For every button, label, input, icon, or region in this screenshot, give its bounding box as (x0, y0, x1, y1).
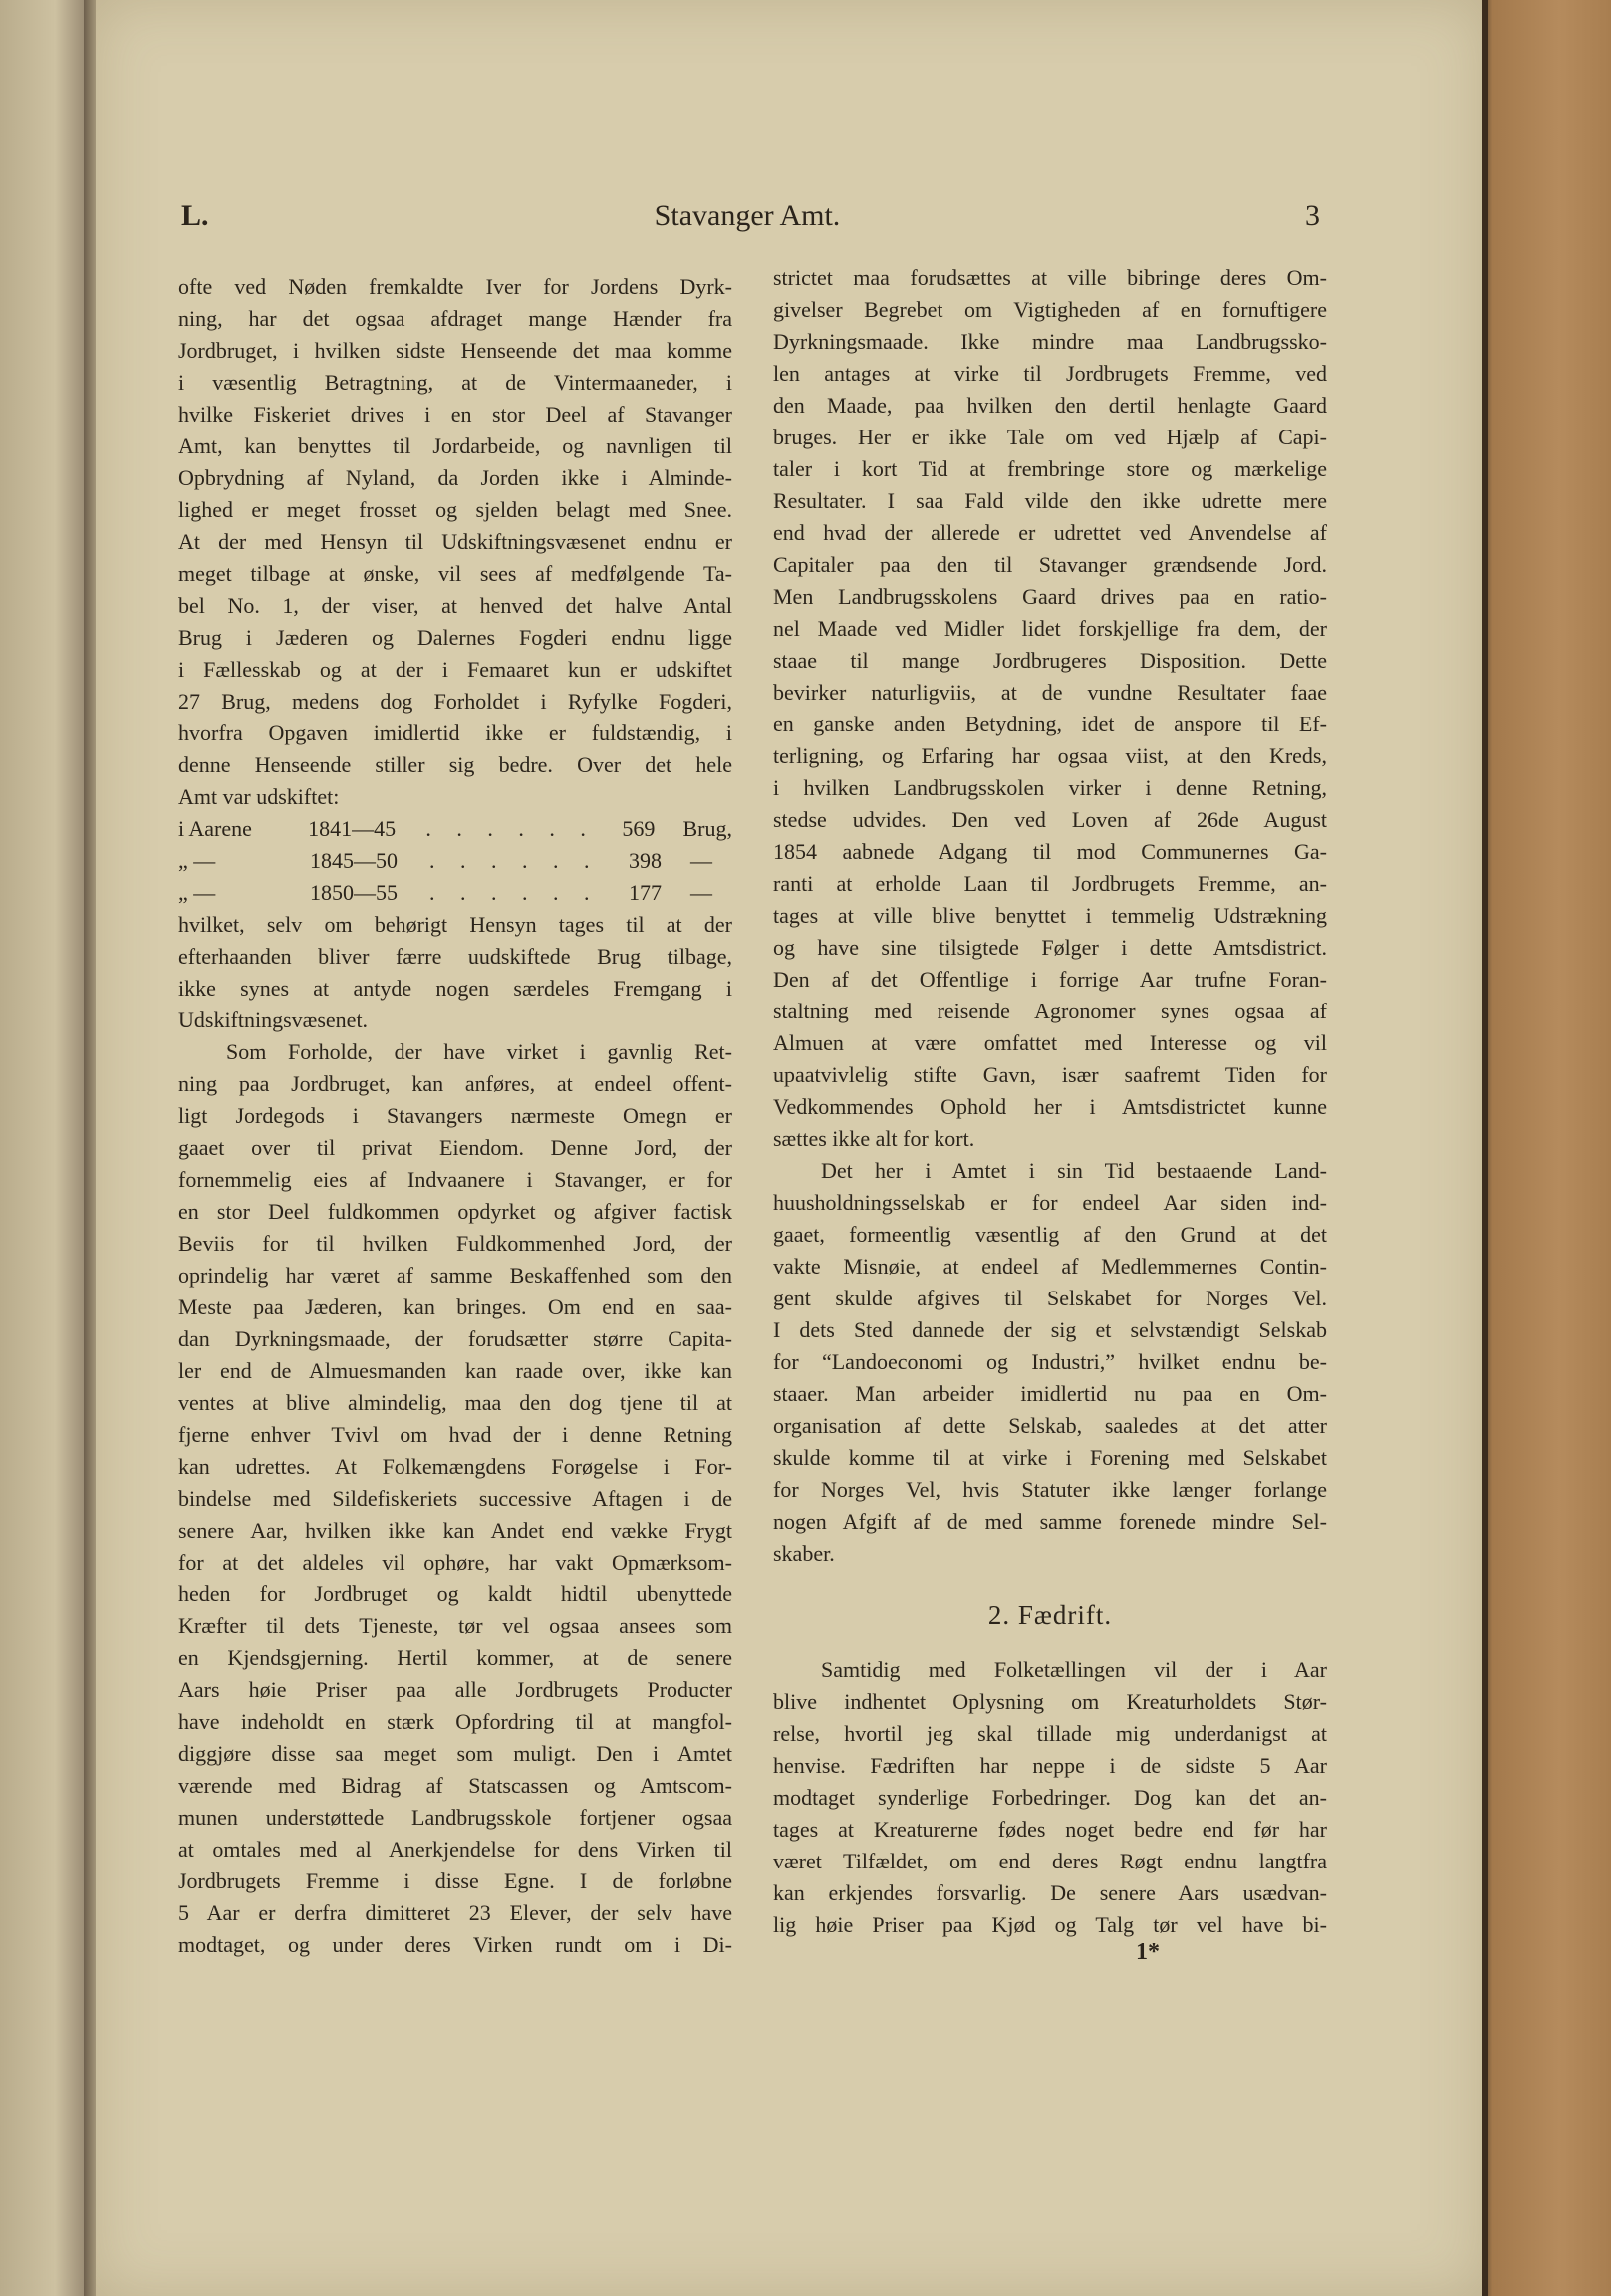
text-line: blive indhentet Oplysning om Kreaturholdets Stør- (773, 1689, 1327, 1714)
text-line: 1854 aabnede Adgang til mod Communernes Ga- (773, 839, 1327, 864)
row-years: 1841—45 (308, 816, 397, 841)
text-line: Resultater. I saa Fald vilde den ikke udrette mere (773, 488, 1327, 513)
cover-edge (1482, 0, 1488, 2296)
text-line: værende med Bidrag af Statscassen og Amtscom- (178, 1773, 732, 1798)
text-line: gent skulde afgives til Selskabet for Norges Vel. (773, 1286, 1327, 1310)
text-line: efterhaanden bliver færre uudskiftede Brug tilbage, (178, 944, 732, 969)
text-line: ikke synes at antyde nogen særdeles Fremgang i (178, 976, 732, 1001)
text-line: en Kjendsgjerning. Hertil kommer, at de senere (178, 1645, 732, 1670)
row-count: 569 (622, 816, 656, 841)
text-line: den Maade, paa hvilken den dertil henlagte Gaard (773, 393, 1327, 418)
text-line: gaaet over til privat Eiendom. Denne Jord, der (178, 1135, 732, 1160)
text-line: relse, hvortil jeg skal tillade mig underdanigst at (773, 1721, 1327, 1746)
text-line: Opbrydning af Nyland, da Jorden ikke i Alminde- (178, 465, 732, 490)
text-line: taler i kort Tid at frembringe store og mærkelige (773, 456, 1327, 481)
text-line: Den af det Offentlige i forrige Aar trufne Foran- (773, 967, 1327, 992)
right-text-block-1 (773, 262, 1327, 1570)
text-line: oprindelig har været af samme Beskaffenhed som den (178, 1263, 732, 1288)
text-line: henvise. Fædriften har neppe i de sidste 5 Aar (773, 1753, 1327, 1778)
text-line: ventes at blive almindelig, maa den dog tjene til at (178, 1390, 732, 1415)
text-line: Kræfter til dets Tjeneste, tør vel ogsaa ansees som (178, 1613, 732, 1638)
text-line: givelser Begrebet om Vigtigheden af en fornuftigere (773, 297, 1327, 322)
text-line: len antages at virke til Jordbrugets Fremme, ved (773, 361, 1327, 386)
right-column (773, 262, 1327, 1570)
text-line: ofte ved Nøden fremkaldte Iver for Jordens Dyrk- (178, 274, 732, 299)
table-row (178, 877, 732, 909)
text-line: Beviis for til hvilken Fuldkommenhed Jord, der (178, 1231, 732, 1256)
text-line: Amt, kan benyttes til Jordarbeide, og navnligen til (178, 433, 732, 458)
right-column-section-2 (773, 1654, 1327, 1941)
text-line: vakte Misnøie, at endeel af Medlemmernes Contin- (773, 1254, 1327, 1279)
text-line: 5 Aar er derfra dimitteret 23 Elever, der selv have (178, 1900, 732, 1925)
text-line: bevirker naturligviis, at de vundne Resultater faae (773, 680, 1327, 705)
row-leader-dots: . . . . . . (429, 848, 600, 873)
text-line: Jordbruget, i hvilken sidste Henseende det maa komme (178, 338, 732, 363)
text-line: staae til mange Jordbrugeres Disposition. Dette (773, 648, 1327, 673)
text-line: for “Landoeconomi og Industri,” hvilket endnu be- (773, 1349, 1327, 1374)
text-line: kan udrettes. At Folkemængdens Forøgelse i For- (178, 1454, 732, 1479)
text-line: ranti at erholde Laan til Jordbrugets Fremme, an- (773, 871, 1327, 896)
row-label: i Aarene (178, 816, 252, 841)
row-leader-dots: . . . . . . (429, 880, 600, 905)
text-line: været Tilfældet, om end deres Røgt endnu langtfra (773, 1849, 1327, 1873)
text-line: 27 Brug, medens dog Forholdet i Ryfylke Fogderi, (178, 689, 732, 714)
text-line: modtaget synderlige Forbedringer. Dog kan det an- (773, 1785, 1327, 1810)
text-line: upaatvivlelig stifte Gavn, især saafremt Tiden for (773, 1062, 1327, 1087)
text-line: i hvilken Landbrugsskolen virker i denne Retning, (773, 775, 1327, 800)
text-line: fjerne enhver Tvivl om hvad der i denne Retning (178, 1422, 732, 1447)
text-line: munen understøttede Landbrugsskole fortjener ogsaa (178, 1805, 732, 1830)
text-line: staaer. Man arbeider imidlertid nu paa en Om- (773, 1381, 1327, 1406)
text-line: hvilke Fiskeriet drives i en stor Deel af Stavanger (178, 402, 732, 427)
text-line: Udskiftningsvæsenet. (178, 1007, 369, 1032)
right-text-block-2 (773, 1654, 1327, 1941)
text-line: fornemmelig eies af Indvaanere i Stavanger, er for (178, 1167, 732, 1192)
udskiftning-table (178, 813, 732, 909)
text-line: Brug i Jæderen og Dalernes Fogderi endnu ligge (178, 625, 732, 650)
text-line: Det her i Amtet i sin Tid bestaaende Land- (821, 1158, 1327, 1183)
text-line: lighed er meget frosset og sjelden belagt med Snee. (178, 497, 732, 522)
text-line: Men Landbrugsskolens Gaard drives paa en ratio- (773, 584, 1327, 609)
text-line: bruges. Her er ikke Tale om ved Hjælp af Capi- (773, 425, 1327, 449)
text-line: i væsentlig Betragtning, at de Vintermaaneder, i (178, 370, 732, 395)
text-line: heden for Jordbruget og kaldt hidtil ubenyttede (178, 1581, 732, 1606)
text-line: skulde komme til at virke i Forening med Selskabet (773, 1445, 1327, 1470)
row-leader-dots: . . . . . . (425, 816, 596, 841)
text-line: I dets Sted dannede der sig et selvstændigt Selskab (773, 1317, 1327, 1342)
text-line: at omtales med al Anerkjendelse for dens Virken til (178, 1837, 732, 1862)
text-line: ning paa Jordbruget, kan anføres, at endeel offent- (178, 1071, 732, 1096)
row-years: 1845—50 (310, 848, 398, 873)
text-line: og have sine tilsigtede Følger i dette Amtsdistrict. (773, 935, 1327, 960)
text-line: Jordbrugets Fremme i disse Egne. I de forløbne (178, 1868, 732, 1893)
text-line: i Fællesskab og at der i Femaaret kun er udskiftet (178, 657, 732, 682)
text-line: en ganske anden Betydning, idet de anspore til Ef- (773, 712, 1327, 736)
text-line: organisation af dette Selskab, saaledes at det atter (773, 1413, 1327, 1438)
row-label: „ — (178, 848, 216, 873)
text-line: modtaget, og under deres Virken rundt om i Di- (178, 1932, 732, 1957)
text-line: Amt var udskiftet: (178, 784, 340, 809)
page-number: 3 (1305, 199, 1320, 232)
row-unit: — (690, 848, 712, 873)
text-line: nel Maade ved Midler lidet forskjellige fra dem, der (773, 616, 1327, 641)
row-count: 398 (629, 848, 662, 873)
text-line: Dyrkningsmaade. Ikke mindre maa Landbrugssko- (773, 329, 1327, 354)
text-line: Almuen at være omfattet med Interesse og vil (773, 1030, 1327, 1055)
text-line: Meste paa Jæderen, kan bringes. Om end en saa- (178, 1294, 732, 1319)
text-line: for Norges Vel, hvis Statuter ikke længer forlange (773, 1477, 1327, 1502)
text-line: ler end de Almuesmanden kan raade over, ikke kan (178, 1358, 732, 1383)
text-line: lig høie Priser paa Kjød og Talg tør vel have bi- (773, 1912, 1327, 1937)
text-line: Samtidig med Folketællingen vil der i Aar (821, 1657, 1327, 1682)
left-text-block-2 (178, 909, 732, 1961)
text-line: skaber. (773, 1541, 835, 1566)
text-line: Vedkommendes Ophold her i Amtsdistrictet kunne (773, 1094, 1327, 1119)
text-line: hvilket, selv om behørigt Hensyn tages til at der (178, 912, 732, 937)
text-line: sættes ikke alt for kort. (773, 1126, 975, 1151)
book-cover-board (1482, 0, 1611, 2296)
text-line: ligt Jordegods i Stavangers nærmeste Omegn er (178, 1103, 732, 1128)
text-line: terligning, og Erfaring har ogsaa viist, at den Kreds, (773, 743, 1327, 768)
text-line: gaaet, formeentlig væsentlig af den Grund at det (773, 1222, 1327, 1247)
text-line: diggjøre disse saa meget som muligt. Den i Amtet (178, 1741, 732, 1766)
row-years: 1850—55 (310, 880, 398, 905)
text-line: en stor Deel fuldkommen opdyrket og afgiver factisk (178, 1199, 732, 1224)
text-line: bindelse med Sildefiskeriets successive Aftagen i de (178, 1486, 732, 1511)
text-line: nogen Afgift af de med samme forenede mindre Sel- (773, 1509, 1327, 1534)
text-line: At der med Hensyn til Udskiftningsvæsenet endnu er (178, 529, 732, 554)
text-line: staltning med reisende Agronomer synes ogsaa af (773, 999, 1327, 1023)
text-line: hvorfra Opgaven imidlertid ikke er fuldstændig, i (178, 720, 732, 745)
signature-mark: 1* (1136, 1939, 1160, 1965)
running-title: Stavanger Amt. (654, 199, 841, 232)
text-line: have indeholdt en stærk Opfordring til at mangfol- (178, 1709, 732, 1734)
text-line: meget tilbage at ønske, vil sees af medfølgende Ta- (178, 561, 732, 586)
text-line: tages at Kreaturerne fødes noget bedre end før har (773, 1817, 1327, 1842)
row-unit: Brug, (682, 816, 732, 841)
row-label: „ — (178, 880, 216, 905)
text-line: kan erkjendes forsvarlig. De senere Aars usædvan- (773, 1880, 1327, 1905)
previous-page-edge (0, 0, 92, 2296)
text-line: senere Aar, hvilken ikke kan Andet end vække Frygt (178, 1518, 732, 1543)
text-line: ning, har det ogsaa afdraget mange Hænder fra (178, 306, 732, 331)
text-line: strictet maa forudsættes at ville bibringe deres Om- (773, 265, 1327, 290)
text-line: bel No. 1, der viser, at henved det halve Antal (178, 593, 732, 618)
text-line: tages at ville blive benyttet i temmelig Udstrækning (773, 903, 1327, 928)
left-column (178, 271, 732, 1961)
text-line: Aars høie Priser paa alle Jordbrugets Producter (178, 1677, 732, 1702)
text-line: Som Forholde, der have virket i gavnlig Ret- (226, 1039, 732, 1064)
section-heading: 2. Fædrift. (987, 1600, 1113, 1630)
text-line: denne Henseende stiller sig bedre. Over det hele (178, 752, 732, 777)
table-row (178, 845, 732, 877)
text-line: end hvad der allerede er udrettet ved Anvendelse af (773, 520, 1327, 545)
row-unit: — (690, 880, 712, 905)
text-line: stedse udvides. Den ved Loven af 26de August (773, 807, 1327, 832)
left-text-block-1 (178, 271, 732, 813)
section-marker: L. (181, 199, 209, 232)
text-line: for at det aldeles vil ophøre, har vakt Opmærksom- (178, 1550, 732, 1575)
text-line: huusholdningsselskab er for endeel Aar siden ind- (773, 1190, 1327, 1215)
table-row (178, 813, 732, 845)
text-line: dan Dyrkningsmaade, der forudsætter større Capita- (178, 1326, 732, 1351)
text-line: Capitaler paa den til Stavanger grændsende Jord. (773, 552, 1327, 577)
row-count: 177 (629, 880, 662, 905)
